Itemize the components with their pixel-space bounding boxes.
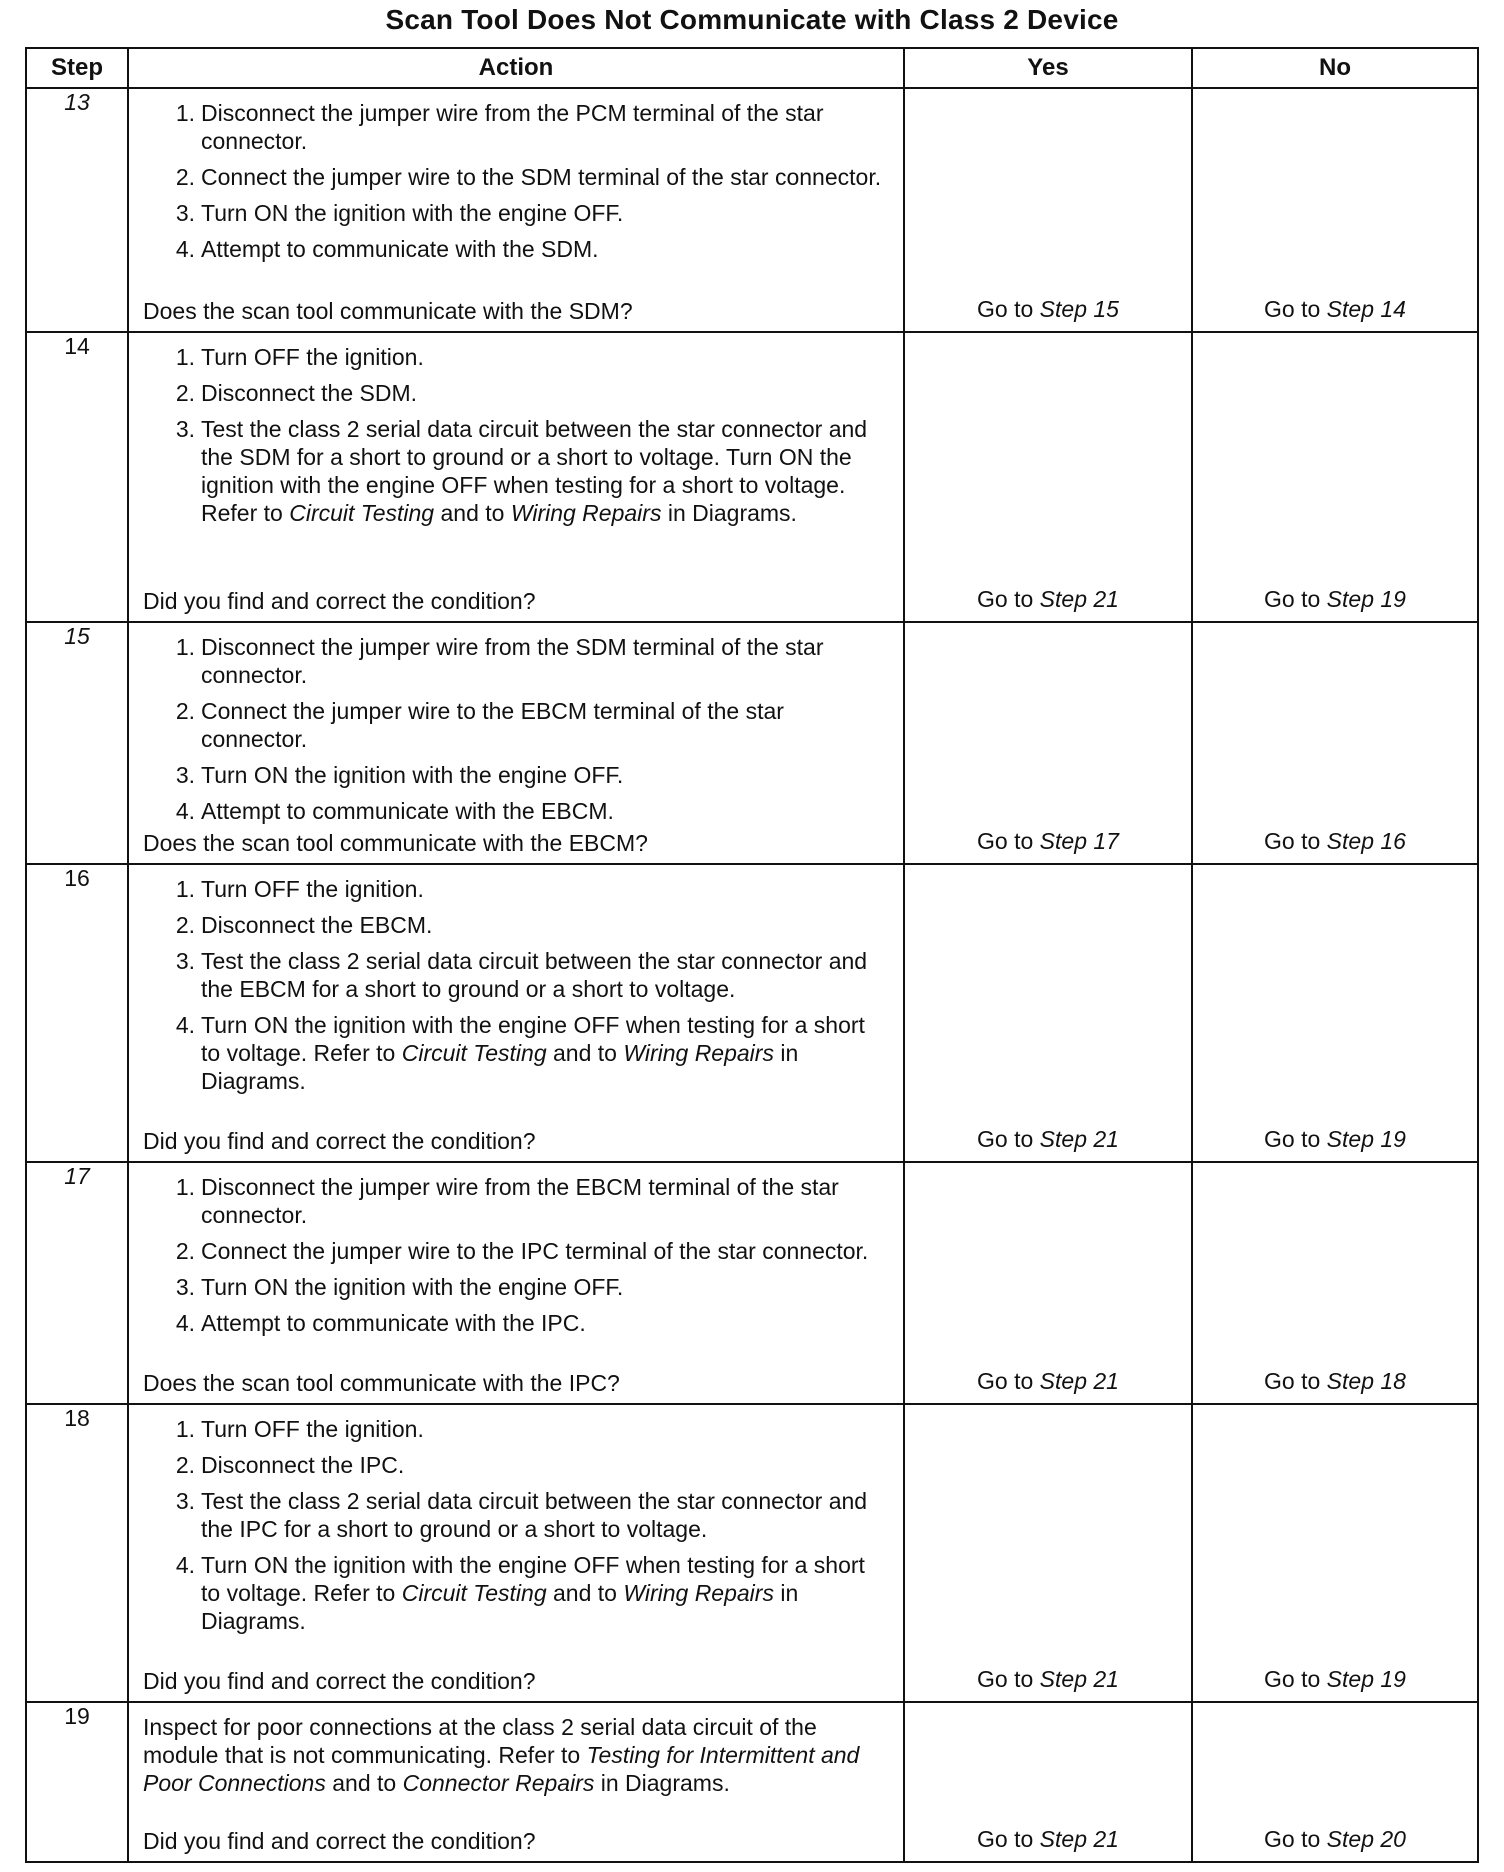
action-step	[165, 199, 889, 227]
go-to-step-ref: Step 19	[1326, 586, 1406, 612]
step-number: 13	[26, 88, 128, 332]
action-step-number: 3.	[175, 762, 195, 788]
text-segment: Disconnect the IPC.	[201, 1452, 405, 1478]
header-no: No	[1192, 48, 1478, 88]
table-row	[26, 1404, 1478, 1702]
action-step	[165, 797, 889, 825]
text-segment: Test the class 2 serial data circuit between the star connector and the EBCM for a short to ground or a short to voltage.	[201, 948, 868, 1002]
action-step-number: 3.	[175, 416, 195, 442]
action-question: Did you find and correct the condition?	[143, 1828, 536, 1854]
action-steps-list	[129, 1405, 903, 1635]
reference-link-text: Circuit Testing	[401, 1580, 547, 1606]
step-number: 15	[26, 622, 128, 864]
text-segment: Turn ON the ignition with the engine OFF when testing for a short to voltage. Refer to	[201, 1552, 865, 1606]
action-step-number: 3.	[175, 1274, 195, 1300]
action-step	[165, 343, 889, 371]
action-step	[165, 1551, 889, 1635]
action-cell	[128, 1702, 904, 1862]
action-step-number: 4.	[175, 1310, 195, 1336]
go-to-step-ref: Step 14	[1326, 296, 1406, 322]
text-segment: Turn OFF the ignition.	[201, 876, 424, 902]
action-step-number: 1.	[175, 344, 195, 370]
action-step	[165, 1415, 889, 1443]
action-step	[165, 697, 889, 753]
action-step	[165, 1309, 889, 1337]
go-to-step-ref: Step 18	[1326, 1368, 1406, 1394]
action-step	[165, 235, 889, 263]
header-row	[26, 48, 1478, 88]
yes-cell	[904, 1702, 1192, 1862]
action-question: Did you find and correct the condition?	[143, 1128, 536, 1154]
action-step-number: 1.	[175, 876, 195, 902]
action-step-number: 3.	[175, 1488, 195, 1514]
action-step	[165, 947, 889, 1003]
header-step: Step	[26, 48, 128, 88]
action-step-number: 4.	[175, 236, 195, 262]
action-step	[165, 1451, 889, 1479]
text-segment: Turn ON the ignition with the engine OFF.	[201, 1274, 624, 1300]
action-step-number: 1.	[175, 1416, 195, 1442]
text-segment: Disconnect the jumper wire from the SDM terminal of the star connector.	[201, 634, 824, 688]
action-step	[165, 1487, 889, 1543]
go-to-step-ref: Step 19	[1326, 1126, 1406, 1152]
go-to-yes	[905, 828, 1191, 855]
yes-cell	[904, 864, 1192, 1162]
reference-link-text: Wiring Repairs	[623, 1580, 774, 1606]
reference-link-text: Connector Repairs	[402, 1770, 595, 1796]
action-step	[165, 875, 889, 903]
text-segment: in Diagrams.	[661, 500, 797, 526]
text-segment: in Diagrams.	[201, 1580, 799, 1634]
reference-link-text: Wiring Repairs	[510, 500, 662, 526]
step-number: 19	[26, 1702, 128, 1862]
go-to-step-ref: Step 21	[1039, 1826, 1119, 1852]
step-number: 14	[26, 332, 128, 622]
go-to-yes	[905, 1126, 1191, 1153]
go-to-no	[1193, 1126, 1477, 1153]
table-row	[26, 1702, 1478, 1862]
reference-link-text: Testing for Intermittent and Poor Connections	[143, 1742, 860, 1796]
text-segment: and to	[434, 500, 511, 526]
action-step	[165, 1011, 889, 1095]
text-segment: Turn OFF the ignition.	[201, 1416, 424, 1442]
text-segment: Test the class 2 serial data circuit between the star connector and the SDM for a short to ground or a short to voltage. Turn ON the ignition with the engine OFF when testing for a short to voltage. Refer to	[201, 416, 868, 526]
go-to-label: Go to	[977, 1368, 1040, 1394]
action-step	[165, 1273, 889, 1301]
text-segment: and to	[546, 1580, 624, 1606]
text-segment: Attempt to communicate with the IPC.	[201, 1310, 586, 1336]
text-segment: Test the class 2 serial data circuit between the star connector and the IPC for a short to ground or a short to voltage.	[201, 1488, 868, 1542]
go-to-yes	[905, 296, 1191, 323]
go-to-no	[1193, 296, 1477, 323]
go-to-label: Go to	[1264, 296, 1327, 322]
text-segment: and to	[546, 1040, 624, 1066]
reference-link-text: Circuit Testing	[401, 1040, 547, 1066]
action-step	[165, 415, 889, 527]
go-to-yes	[905, 1368, 1191, 1395]
text-segment: Attempt to communicate with the EBCM.	[201, 798, 614, 824]
text-segment: Disconnect the SDM.	[201, 380, 418, 406]
action-steps-list	[129, 865, 903, 1095]
text-segment: and to	[325, 1770, 403, 1796]
go-to-step-ref: Step 19	[1326, 1666, 1406, 1692]
action-step-number: 4.	[175, 798, 195, 824]
go-to-no	[1193, 828, 1477, 855]
go-to-label: Go to	[1264, 1666, 1327, 1692]
text-segment: Connect the jumper wire to the SDM terminal of the star connector.	[201, 164, 882, 190]
yes-cell	[904, 622, 1192, 864]
go-to-label: Go to	[1264, 1368, 1327, 1394]
go-to-label: Go to	[977, 296, 1040, 322]
action-steps-list	[129, 1163, 903, 1337]
action-question: Did you find and correct the condition?	[143, 588, 536, 614]
no-cell	[1192, 1162, 1478, 1404]
action-step	[165, 163, 889, 191]
table-row	[26, 88, 1478, 332]
action-step-number: 2.	[175, 912, 195, 938]
action-question: Does the scan tool communicate with the SDM?	[143, 298, 633, 324]
text-segment: Connect the jumper wire to the IPC terminal of the star connector.	[201, 1238, 869, 1264]
action-question: Does the scan tool communicate with the IPC?	[143, 1370, 620, 1396]
no-cell	[1192, 332, 1478, 622]
action-cell	[128, 1404, 904, 1702]
reference-link-text: Wiring Repairs	[623, 1040, 774, 1066]
go-to-yes	[905, 586, 1191, 613]
step-number: 17	[26, 1162, 128, 1404]
no-cell	[1192, 1702, 1478, 1862]
header-action: Action	[128, 48, 904, 88]
action-step-number: 4.	[175, 1012, 195, 1038]
step-number: 16	[26, 864, 128, 1162]
text-segment: Turn ON the ignition with the engine OFF when testing for a short to voltage. Refer to	[201, 1012, 865, 1066]
action-step-number: 2.	[175, 164, 195, 190]
action-step-number: 1.	[175, 100, 195, 126]
go-to-label: Go to	[1264, 586, 1327, 612]
action-paragraph	[129, 1703, 903, 1797]
action-step-number: 3.	[175, 200, 195, 226]
go-to-step-ref: Step 21	[1039, 1666, 1119, 1692]
action-step-number: 2.	[175, 1452, 195, 1478]
text-segment: Turn OFF the ignition.	[201, 344, 424, 370]
action-step-number: 2.	[175, 698, 195, 724]
action-cell	[128, 864, 904, 1162]
table-row	[26, 864, 1478, 1162]
action-step-number: 3.	[175, 948, 195, 974]
text-segment: Disconnect the jumper wire from the PCM terminal of the star connector.	[201, 100, 824, 154]
go-to-label: Go to	[977, 586, 1040, 612]
yes-cell	[904, 1404, 1192, 1702]
table-row	[26, 332, 1478, 622]
action-cell	[128, 622, 904, 864]
go-to-step-ref: Step 15	[1039, 296, 1119, 322]
text-segment: Disconnect the jumper wire from the EBCM terminal of the star connector.	[201, 1174, 839, 1228]
text-segment: Inspect for poor connections at the class 2 serial data circuit of the module that is not communicating. Refer to	[143, 1714, 817, 1768]
go-to-label: Go to	[977, 1666, 1040, 1692]
yes-cell	[904, 332, 1192, 622]
go-to-step-ref: Step 21	[1039, 1368, 1119, 1394]
go-to-label: Go to	[977, 1826, 1040, 1852]
table-body	[26, 88, 1478, 1862]
go-to-label: Go to	[1264, 828, 1327, 854]
go-to-yes	[905, 1666, 1191, 1693]
go-to-no	[1193, 1666, 1477, 1693]
go-to-label: Go to	[977, 828, 1040, 854]
action-step-number: 2.	[175, 1238, 195, 1264]
reference-link-text: Circuit Testing	[289, 500, 435, 526]
go-to-label: Go to	[1264, 1826, 1327, 1852]
action-step	[165, 1237, 889, 1265]
go-to-step-ref: Step 17	[1039, 828, 1119, 854]
text-segment: Turn ON the ignition with the engine OFF.	[201, 762, 624, 788]
action-step	[165, 633, 889, 689]
page-title: Scan Tool Does Not Communicate with Class 2 Device	[385, 4, 1119, 35]
no-cell	[1192, 864, 1478, 1162]
action-cell	[128, 88, 904, 332]
go-to-label: Go to	[977, 1126, 1040, 1152]
action-step-number: 1.	[175, 634, 195, 660]
action-step	[165, 911, 889, 939]
go-to-step-ref: Step 16	[1326, 828, 1406, 854]
diagnostic-table	[25, 47, 1479, 1863]
text-segment: Disconnect the EBCM.	[201, 912, 433, 938]
go-to-no	[1193, 1368, 1477, 1395]
text-segment: Turn ON the ignition with the engine OFF.	[201, 200, 624, 226]
header-yes: Yes	[904, 48, 1192, 88]
no-cell	[1192, 88, 1478, 332]
text-segment: Connect the jumper wire to the EBCM terminal of the star connector.	[201, 698, 784, 752]
yes-cell	[904, 1162, 1192, 1404]
action-steps-list	[129, 333, 903, 527]
go-to-step-ref: Step 21	[1039, 586, 1119, 612]
action-steps-list	[129, 89, 903, 263]
no-cell	[1192, 622, 1478, 864]
action-step-number: 1.	[175, 1174, 195, 1200]
action-step-number: 4.	[175, 1552, 195, 1578]
text-segment: Attempt to communicate with the SDM.	[201, 236, 599, 262]
action-step-number: 2.	[175, 380, 195, 406]
action-question: Does the scan tool communicate with the EBCM?	[143, 830, 648, 856]
action-cell	[128, 1162, 904, 1404]
action-cell	[128, 332, 904, 622]
action-question: Did you find and correct the condition?	[143, 1668, 536, 1694]
action-steps-list	[129, 623, 903, 825]
text-segment: in Diagrams.	[594, 1770, 730, 1796]
go-to-no	[1193, 1826, 1477, 1853]
yes-cell	[904, 88, 1192, 332]
step-number: 18	[26, 1404, 128, 1702]
action-step	[165, 99, 889, 155]
go-to-yes	[905, 1826, 1191, 1853]
action-step	[165, 1173, 889, 1229]
table-row	[26, 1162, 1478, 1404]
go-to-no	[1193, 586, 1477, 613]
action-step	[165, 761, 889, 789]
go-to-label: Go to	[1264, 1126, 1327, 1152]
action-step	[165, 379, 889, 407]
table-row	[26, 622, 1478, 864]
no-cell	[1192, 1404, 1478, 1702]
go-to-step-ref: Step 20	[1326, 1826, 1406, 1852]
text-segment: in Diagrams.	[201, 1040, 799, 1094]
go-to-step-ref: Step 21	[1039, 1126, 1119, 1152]
